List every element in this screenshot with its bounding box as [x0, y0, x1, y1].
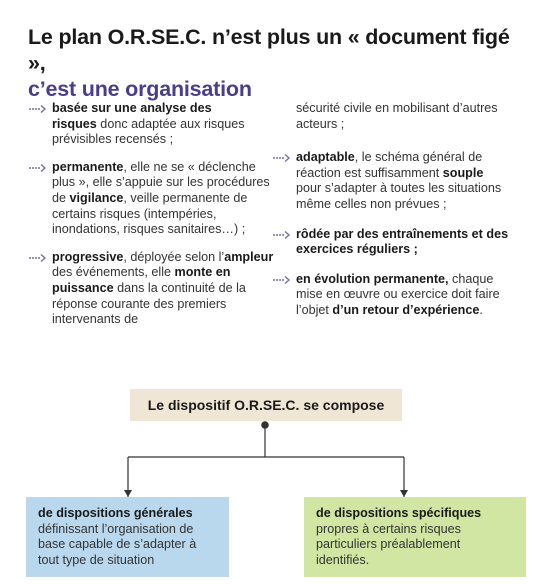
item-text-3: dans la continuité de la réponse courante des premiers intervenants de — [52, 280, 246, 327]
item-bold-1: adaptable — [296, 150, 355, 165]
item-bold-1: progressive — [52, 249, 124, 264]
item-bold-1: rôdée par des entraînements et des exercices réguliers ; — [296, 226, 509, 257]
continuation-text: sécurité civile en mobilisant d’autres acteurs ; — [296, 101, 498, 131]
item-text-2: , veille permanente de certains risques (intempéries, inondations, risques sanitaires…) ; — [52, 190, 248, 237]
item-bold-2: ampleur — [224, 249, 274, 264]
item-bold-2: risques — [52, 116, 97, 131]
specific-dispositions-box — [304, 497, 526, 577]
item-text-2: pour s’adapter à toutes les situations même celles non prévues ; — [296, 181, 502, 211]
box-heading: de dispositions générales — [38, 506, 193, 520]
box-heading: de dispositions spécifiques — [316, 506, 482, 520]
item-text-1: , déployée selon l’ — [123, 249, 225, 264]
item-bold-2: d’un retour d’expérience — [332, 302, 480, 317]
item-bold-1: en évolution permanente, — [296, 271, 449, 286]
box-text: définissant l’organisation de base capable de s’adapter à tout type de situation — [38, 521, 197, 567]
item-bold-2: souple — [442, 165, 484, 180]
item-text-1: donc adaptée aux risques prévisibles recensés ; — [52, 116, 245, 147]
item-text-2: . — [479, 302, 483, 317]
title-line-2: c’est une organisation — [28, 77, 252, 101]
item-text-1: , elle ne se « déclenche plus », elle s’appuie sur les procédures de — [52, 159, 270, 205]
item-bold-1: basée sur une analyse des — [52, 101, 212, 115]
box-text: propres à certains risques particuliers préalablement identifiés. — [316, 521, 461, 567]
item-bold-3: monte en puissance — [52, 265, 231, 295]
item-text-2: des événements, elle — [52, 265, 175, 280]
item-bold-2: vigilance — [69, 190, 124, 205]
compose-label-text: Le dispositif O.R.SE.C. se compose — [147, 397, 385, 413]
title-line-1: Le plan O.R.SE.C. n’est plus un « document figé », — [28, 25, 510, 75]
item-text-1: chaque mise en œuvre ou exercice doit faire l’objet — [296, 271, 500, 317]
item-text-1: , le schéma général de réaction est suffisamment — [296, 150, 483, 180]
item-bold-1: permanente — [52, 159, 124, 174]
general-dispositions-box — [26, 497, 229, 577]
